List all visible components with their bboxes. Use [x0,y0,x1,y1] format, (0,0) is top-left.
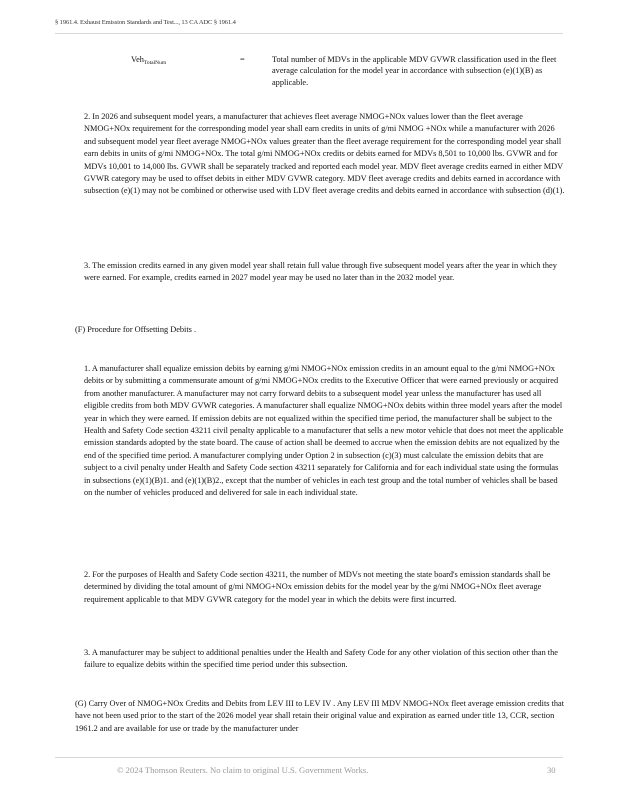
definition-equals: = [240,55,245,64]
paragraph-f1-equalize-debits: 1. A manufacturer shall equalize emission debits by earning g/mi NMOG+NOx emission credits in an amount equal to the g/mi NMOG+NOx debits or by submitting a commensurate amount of g/mi NMOG+NOx credits to the Executive Officer that were earned previously or acquired from another manufacturer. A manufacturer may not carry forward debits to a subsequent model year unless the manufacturer has used all eligible credits from both MDV GVWR categories. A manufacturer shall equalize NMOG+NOx debits within three model years after the model year in which they were earned. If emission debits are not equalized within the specified time period, the manufacturer shall be subject to the Health and Safety Code section 43211 civil penalty applicable to a manufacturer that sells a new motor vehicle that does not meet the applicable emission standards adopted by the state board. The cause of action shall be deemed to accrue when the emission debits are not equalized by the end of the specified time period. A manufacturer complying under Option 2 in subsection (c)(3) must calculate the emission debits that are subject to a civil penalty under Health and Safety Code section 43211 separately for California and for each individual state using the formulas in subsections (e)(1)(B)1. and (e)(1)(B)2., except that the number of vehicles in each test group and the total number of vehicles shall be based on the number of vehicles produced and delivered for sale in each individual state. [84,364,564,498]
paragraph-2-credits: 2. In 2026 and subsequent model years, a manufacturer that achieves fleet average NMOG+NOx values lower than the fleet average NMOG+NOx requirement for the corresponding model year shall earn credits in units of g/mi NMOG +NOx while a manufacturer with 2026 and subsequent model year fleet average NMOG+NOx values greater than the fleet average requirement for the corresponding model year shall earn debits in units of g/mi NMOG+NOx. The total g/mi NMOG+NOx credits or debits earned for MDVs 8,501 to 10,000 lbs. GVWR and for MDVs 10,001 to 14,000 lbs. GVWR shall be separately tracked and reported each model year. MDV fleet average credits earned in either MDV GVWR category may be used to offset debits in either MDV GVWR category. MDV fleet average credits and debits earned in accordance with subsection (e)(1) may not be combined or otherwise used with LDV fleet average credits and debits earned in accordance with subsection (d)(1). [84,112,565,196]
section-g-carry-over: (G) Carry Over of NMOG+NOx Credits and Debits from LEV III to LEV IV . Any LEV III MDV NMOG+NOx fleet average emission credits that have not been used prior to the start of the 2026 model year shall retain their original value and expiration as earned under title 13, CCR, section 1961.2 and are available for use or trade by the manufacturer under [75,699,565,733]
page-number: 30 [547,765,556,775]
header-divider [55,33,563,34]
definition-text: Total number of MDVs in the applicable MDV GVWR classification used in the fleet average calculation for the model year in accordance with subsection (e)(1)(B) as applicable. [272,55,557,87]
paragraph-f3-additional-penalties: 3. A manufacturer may be subject to additional penalties under the Health and Safety Code for any other violation of this section other than the failure to equalize debits within the specified time period under this subsection. [84,648,558,670]
definition-term-subscript: TotalNum [143,60,167,66]
paragraph-3-credit-life: 3. The emission credits earned in any given model year shall retain full value through five subsequent model years after the year in which they were earned. For example, credits earned in 2027 model year may be used no later than in the 2032 model year. [84,261,557,283]
definition-term [131,54,166,69]
definition-term-base: Veh [131,55,144,64]
footer-copyright: © 2024 Thomson Reuters. No claim to original U.S. Government Works. [117,765,369,775]
footer-divider [55,757,563,758]
section-heading-f: (F) Procedure for Offsetting Debits . [75,325,197,334]
paragraph-f2-penalty-count: 2. For the purposes of Health and Safety Code section 43211, the number of MDVs not meeting the state board's emission standards shall be determined by dividing the total amount of g/mi NMOG+NOx emission debits for the model year by the g/mi NMOG+NOx fleet average requirement applicable to that MDV GVWR category for the model year in which the debits were first incurred. [84,570,551,604]
running-header: § 1961.4. Exhaust Emission Standards and Test..., 13 CA ADC § 1961.4 [55,19,236,26]
